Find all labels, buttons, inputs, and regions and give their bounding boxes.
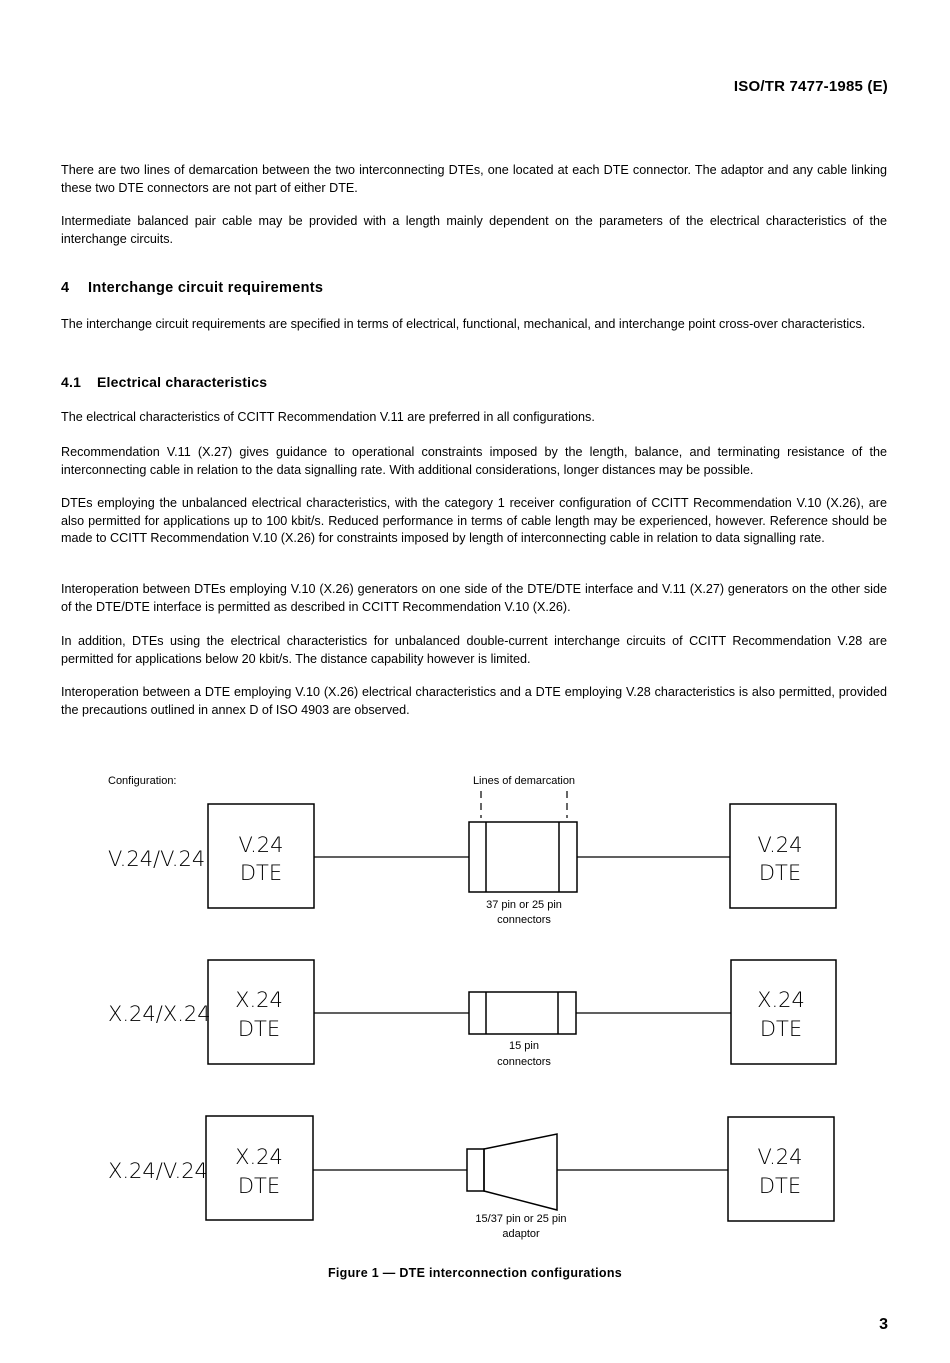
section-4-1-heading (61, 374, 267, 390)
adaptor-small-end (467, 1149, 484, 1191)
paragraph-interoperation-v10-v11: Interoperation between DTEs employing V.10 (X.26) generators on one side of the DTE/DTE interface and V.11 (X.27) generators on the other side of the DTE/DTE interface is permitted as described in CCITT Recommendation V.10 (X.26). (61, 582, 887, 614)
demarcation-label: Lines of demarcation (472, 775, 576, 787)
connector-body (469, 992, 576, 1034)
document-id: ISO/TR 7477-1985 (E) (733, 78, 888, 95)
connector-caption-line2: connectors (497, 1056, 551, 1068)
right-dte-box (731, 960, 836, 1064)
right-dte-label: DTE (759, 1017, 803, 1041)
right-dte-box (728, 1117, 834, 1221)
paragraph-requirements: The interchange circuit requirements are specified in terms of electrical, functional, mechanical, and interchange point cross-over characteristics. (61, 317, 866, 331)
paragraph-v28: In addition, DTEs using the electrical characteristics for unbalanced double-current interchange circuits of CCITT Recommendation V.28 are permitted for applications below 20 kbit/s. The distance capability however is limited. (61, 634, 887, 666)
left-dte-label: DTE (237, 1017, 281, 1041)
paragraph-demarcation: There are two lines of demarcation between the two interconnecting DTEs, one located at each DTE connector. The adaptor and any cable linking these two DTE connectors are not part of either DTE. (61, 163, 887, 195)
right-dte-standard: X.24 (757, 988, 805, 1012)
connector-caption-line1: 15/37 pin or 25 pin (475, 1213, 567, 1225)
connector-caption-line1: 15 pin (509, 1040, 539, 1052)
connector-body (469, 822, 577, 892)
left-dte-standard: V.24 (238, 833, 284, 857)
config-label: X.24/V.24 (108, 1159, 208, 1183)
section-4-heading (61, 280, 323, 296)
figure-caption: Figure 1 — DTE interconnection configurations (327, 1266, 623, 1280)
paragraph-cable: Intermediate balanced pair cable may be provided with a length mainly dependent on the parameters of the electrical characteristics of the interchange circuits. (61, 214, 887, 246)
left-dte-box (208, 960, 314, 1064)
paragraph-v11-guidance: Recommendation V.11 (X.27) gives guidance to operational constraints imposed by the length, balance, and terminating resistance of the interconnecting cable in relation to the data signalling rate. With additional considerations, longer distances may be possible. (61, 445, 887, 477)
right-dte-label: DTE (758, 1174, 802, 1198)
connector-caption-line2: connectors (497, 914, 551, 926)
section-number: 4.1 (61, 374, 82, 390)
adaptor-body (484, 1134, 557, 1210)
config-row-v24-v24 (108, 804, 836, 926)
page-number: 3 (879, 1316, 888, 1333)
paragraph-unbalanced: DTEs employing the unbalanced electrical characteristics, with the category 1 receiver configuration of CCITT Recommendation V.10 (X.26), are also permitted for applications up to 100 kbit/s. Reduced performance in terms of cable length may be experienced, however. Reference should be made to CCITT Recommendation V.10 (X.26) for constraints imposed by length of interconnecting cable in relation to data signalling rate. (61, 496, 887, 545)
config-row-x24-x24 (108, 960, 836, 1068)
left-dte-label: DTE (237, 1174, 281, 1198)
left-dte-label: DTE (239, 861, 283, 885)
right-dte-standard: V.24 (757, 1145, 803, 1169)
config-label: X.24/X.24 (108, 1002, 211, 1026)
connector-caption-line2: adaptor (502, 1228, 540, 1240)
config-row-x24-v24 (108, 1116, 834, 1240)
right-dte-label: DTE (758, 861, 802, 885)
paragraph-v11-preferred: The electrical characteristics of CCITT Recommendation V.11 are preferred in all configurations. (61, 410, 595, 424)
configuration-label: Configuration: (108, 775, 177, 787)
config-label: V.24/V.24 (108, 847, 206, 871)
section-title: Interchange circuit requirements (88, 280, 324, 296)
section-title: Electrical characteristics (97, 374, 268, 390)
figure-dte-configurations (0, 760, 950, 1240)
right-dte-standard: V.24 (757, 833, 803, 857)
left-dte-standard: X.24 (235, 988, 283, 1012)
connector-caption-line1: 37 pin or 25 pin (486, 899, 562, 911)
section-number: 4 (61, 280, 70, 296)
left-dte-standard: X.24 (235, 1145, 283, 1169)
paragraph-interoperation-v10-v28: Interoperation between a DTE employing V.10 (X.26) electrical characteristics and a DTE employing V.28 characteristics is also permitted, provided the precautions outlined in annex D of ISO 4903 are observed. (61, 685, 887, 717)
